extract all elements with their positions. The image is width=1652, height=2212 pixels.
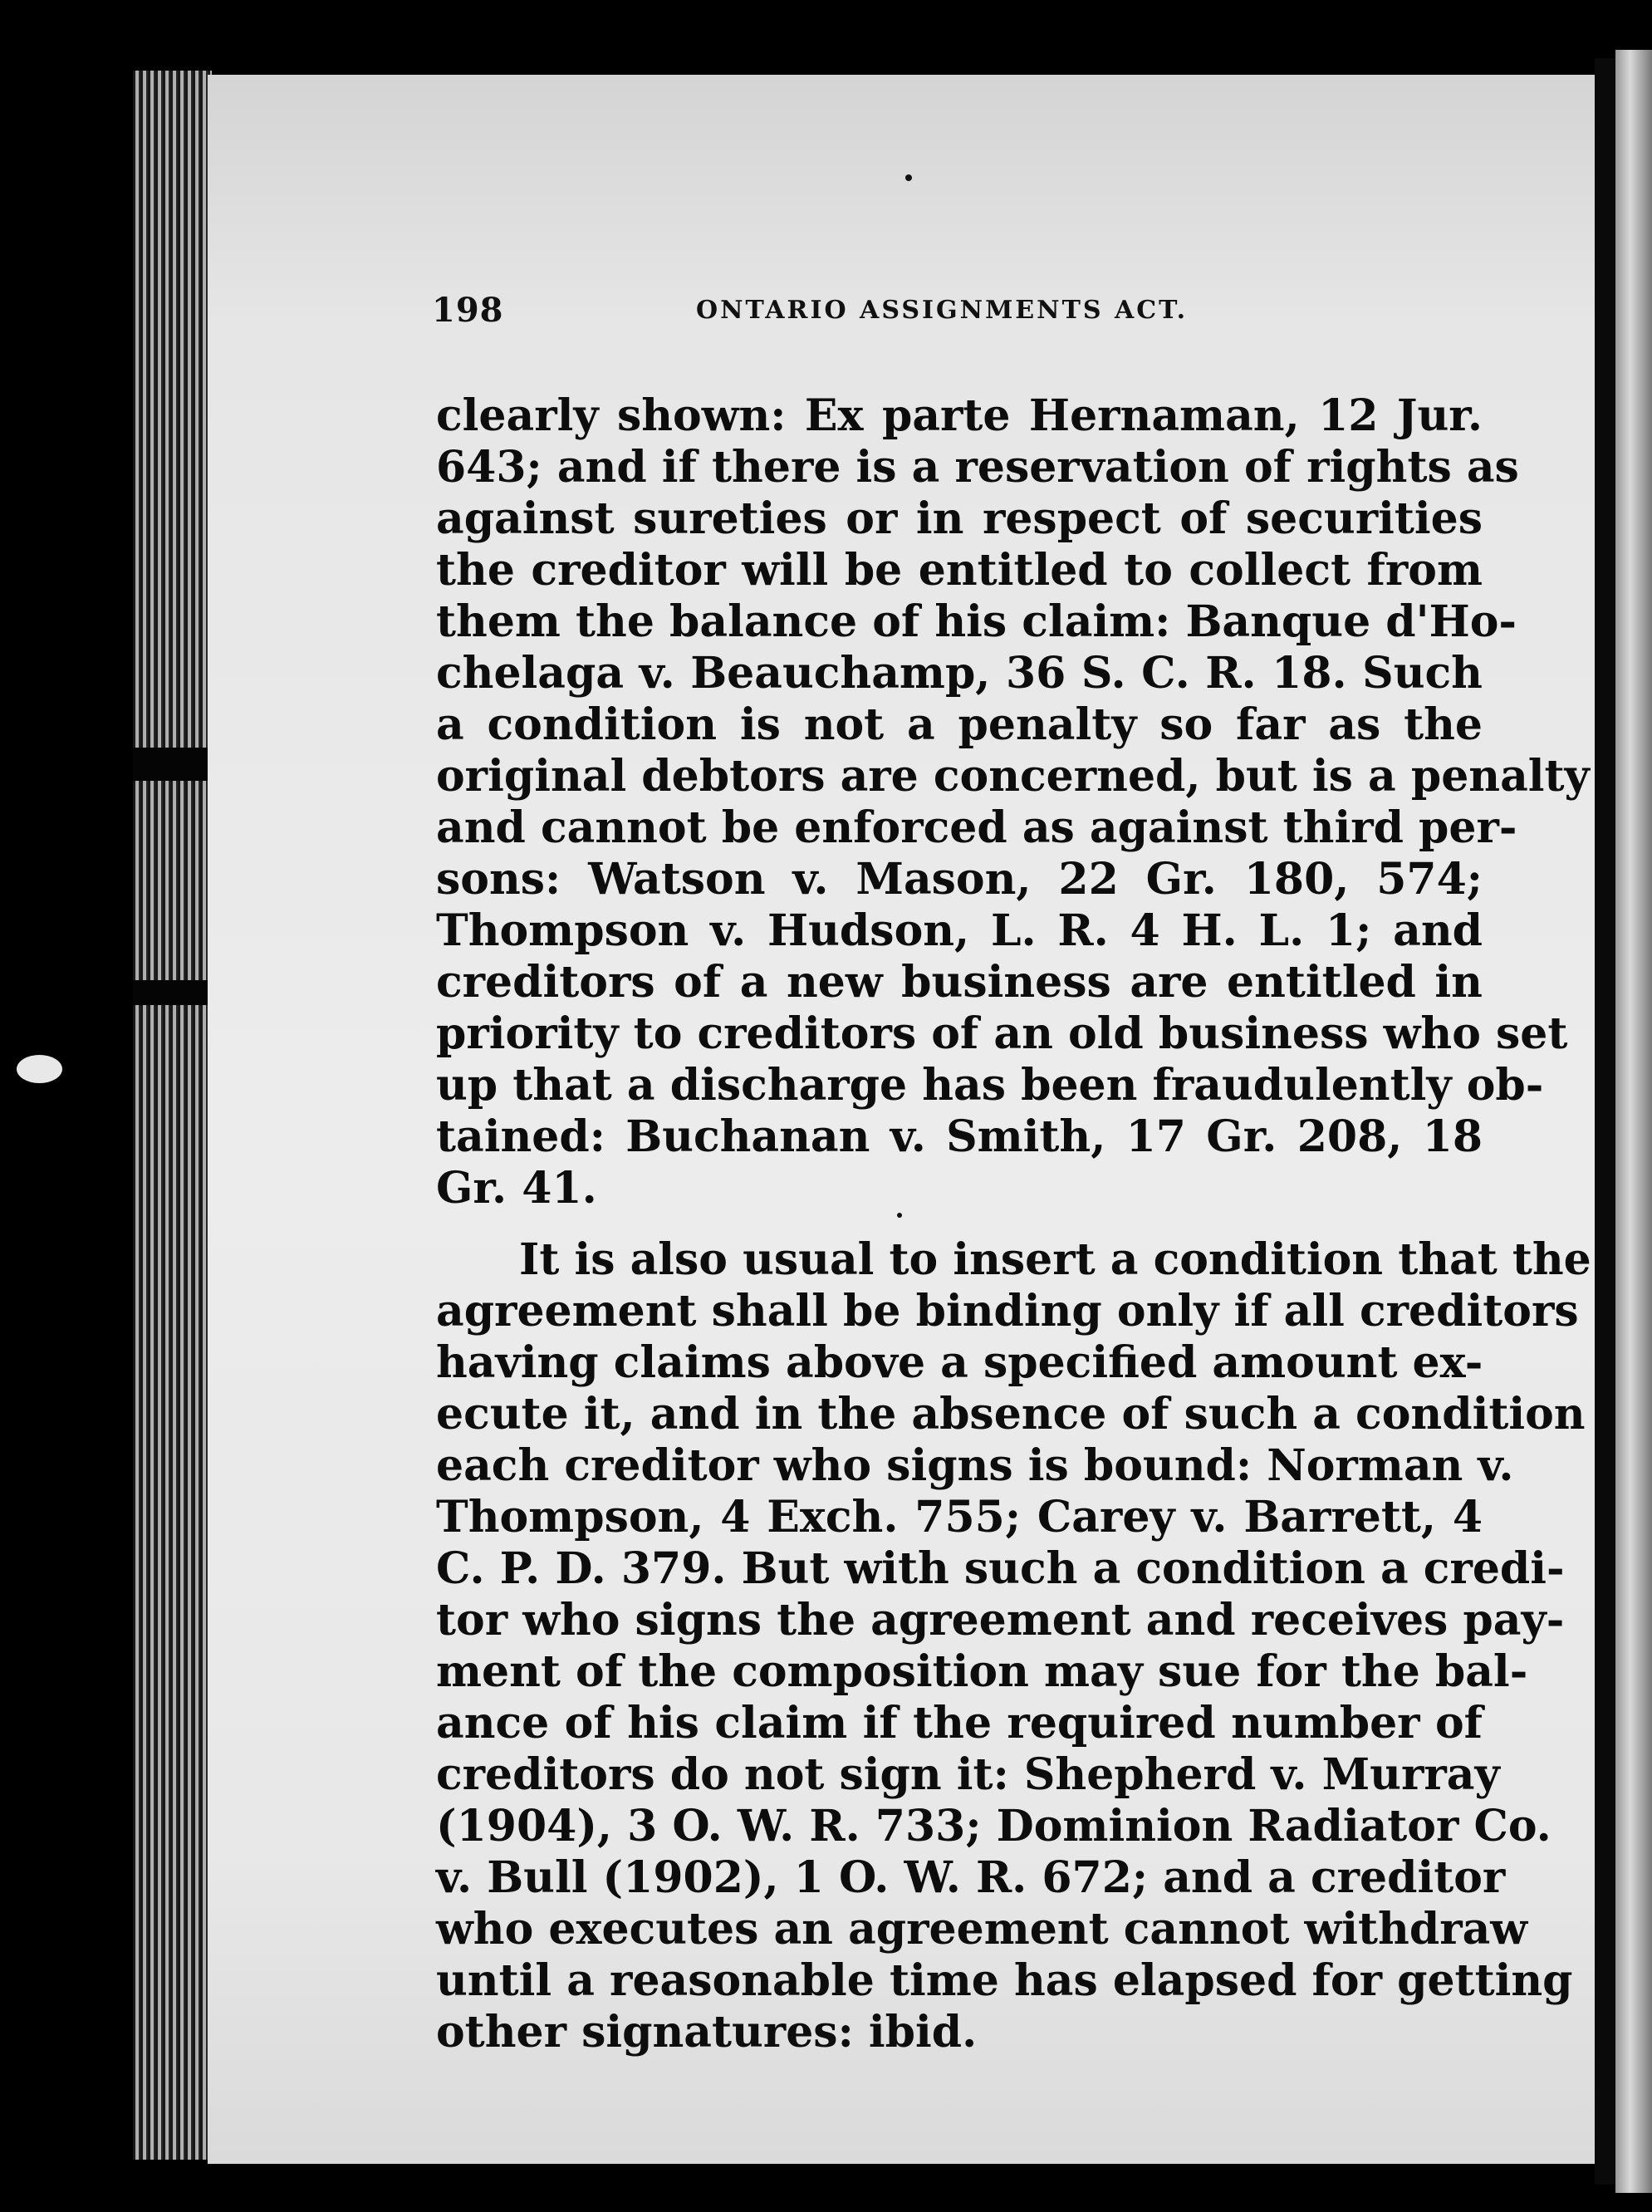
text-line: until a reasonable time has elapsed for getting xyxy=(436,1955,1573,2006)
text-line: them the balance of his claim: Banque d'Ho- xyxy=(436,596,1517,647)
text-line: Thompson v. Hudson, L. R. 4 H. L. 1; and xyxy=(436,905,1483,956)
edge-shadow xyxy=(133,980,212,1005)
body-text xyxy=(436,390,1591,2058)
page-number: 198 xyxy=(432,291,504,330)
text-line: other signatures: ibid. xyxy=(436,2007,978,2058)
book-page-edges xyxy=(133,71,212,2160)
text-line: original debtors are concerned, but is a penalty xyxy=(436,751,1590,802)
text-line: ment of the composition may sue for the bal- xyxy=(436,1646,1528,1697)
text-line: creditors of a new business are entitled in xyxy=(436,957,1483,1008)
text-line: sons: Watson v. Mason, 22 Gr. 180, 574; xyxy=(436,854,1483,905)
text-line: Thompson, 4 Exch. 755; Carey v. Barrett, 4 xyxy=(436,1492,1483,1543)
text-line: It is also usual to insert a condition that the xyxy=(519,1234,1591,1285)
text-line: v. Bull (1902), 1 O. W. R. 672; and a creditor xyxy=(436,1852,1506,1903)
text-line: and cannot be enforced as against third per- xyxy=(436,802,1517,853)
paragraph-gap xyxy=(436,1214,1483,1234)
text-line: ecute it, and in the absence of such a condition xyxy=(436,1389,1586,1440)
running-head xyxy=(432,291,1503,341)
text-line: tained: Buchanan v. Smith, 17 Gr. 208, 18 xyxy=(436,1111,1483,1162)
text-line: against sureties or in respect of securities xyxy=(436,493,1483,544)
text-line: the creditor will be entitled to collect from xyxy=(436,545,1483,596)
facing-page-edge xyxy=(1615,50,1652,2193)
text-line: who executes an agreement cannot withdraw xyxy=(436,1904,1528,1955)
text-line: 643; and if there is a reservation of rights as xyxy=(436,442,1519,493)
text-line: Gr. 41. xyxy=(436,1163,597,1214)
text-line: creditors do not sign it: Shepherd v. Murray xyxy=(436,1749,1500,1800)
text-line: C. P. D. 379. But with such a condition a credi- xyxy=(436,1543,1565,1594)
text-line: each creditor who signs is bound: Norman v. xyxy=(436,1440,1514,1491)
scan-artifact xyxy=(17,1055,62,1083)
text-line: a condition is not a penalty so far as the xyxy=(436,699,1483,750)
text-line: up that a discharge has been fraudulently ob- xyxy=(436,1060,1544,1111)
text-line: chelaga v. Beauchamp, 36 S. C. R. 18. Such xyxy=(436,648,1483,699)
scan-artifact xyxy=(905,174,912,181)
paragraph xyxy=(436,1234,1591,2058)
text-line: clearly shown: Ex parte Hernaman, 12 Jur. xyxy=(436,390,1483,441)
text-line: tor who signs the agreement and receives pay- xyxy=(436,1595,1565,1646)
text-line: priority to creditors of an old business who set xyxy=(436,1008,1568,1059)
paragraph xyxy=(436,390,1590,1214)
text-line: agreement shall be binding only if all creditors xyxy=(436,1286,1579,1337)
text-line: ance of his claim if the required number of xyxy=(436,1698,1483,1749)
edge-shadow xyxy=(133,748,212,781)
text-line: (1904), 3 O. W. R. 733; Dominion Radiator Co. xyxy=(436,1801,1552,1852)
running-title: ONTARIO ASSIGNMENTS ACT. xyxy=(696,296,1189,325)
text-line: having claims above a specified amount ex- xyxy=(436,1337,1483,1388)
